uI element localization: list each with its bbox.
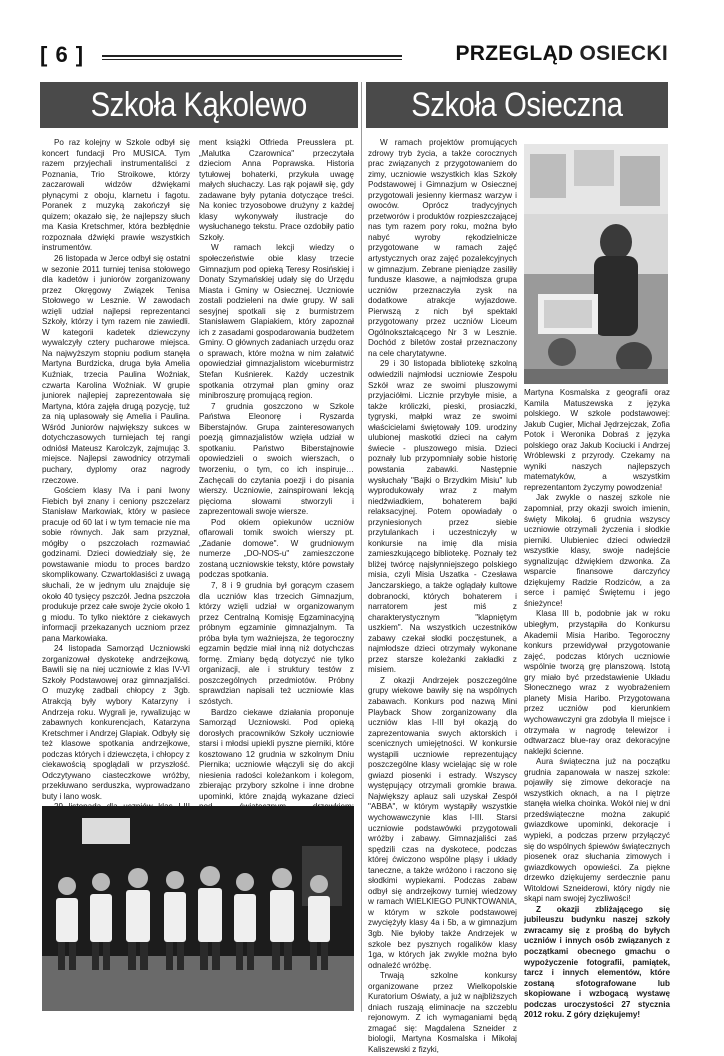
paragraph: Po raz kolejny w Szkole odbył się koncert fundacji Pro MUSICA. Tym razem przyjechali instrumentaliści z Poznania, Trio Stroikowe, którzy zaczarowali widzów dźwiękami płynącymi z oboju, klarnetu i fagotu. Poranek z muzyką zakończył się quizem; okazało się, że najlepszy słuch ma Kasia Kretschmer, która bezbłędnie rozpoznała dźwięki prawie wszystkich instrumentów.	[42, 138, 190, 253]
paragraph: Trwają szkolne konkursy organizowane przez Wielkopolskie Kuratorium Oświaty, a już w najbliższych dniach ruszają eliminacje na szczeblu rejonowym. Z ich wymaganiami będą zmagać się: Magdalena Szneider z biologii, Martyna Kosmalska i Mikołaj Kaliszewski z fizyki,	[368, 971, 517, 1055]
magazine-title	[456, 42, 669, 66]
paragraph: 26 listopada w Jerce odbył się ostatni w sezonie 2011 turniej tenisa stołowego dla kadetów i juniorów zorganizowany przez Okręgowy Związek Tenisa Stołowego w Lesznie. W zawodach wzięli udział najlepsi reprezentanci Szkoły, którzy i tym razem nie zawiedli. W kategorii kadetek dziewczyny wywalczyły cztery pucharowe miejsca. Na najwyższym stopniu podium stanęła Martyna Burdzicka, druga była Amelia Kuźniak, trzecia Paulina Woźniak, czwarta Karolina Woźniak. W grupie juniorek najlepiej zaprezentowała się Martyna, która zajęła drugą pozycję, tuż za nią uplasowały się Amelia i Paulina. Wśród Juniorów największy sukces w dotychczasowych turniejach tej rangi odniósł Mateusz Karolczyk, zajmując 3. miejsce. Najlepsi zawodnicy otrzymali puchary, dyplomy oraz nagrody rzeczowe.	[42, 254, 190, 485]
paragraph: Aura świąteczna już na początku grudnia zapanowała w naszej szkole: pojawiły się zimowe dekoracje na wszystkich oknach, a na I piętrze stanęła wielka choinka. Wokół niej w dni przedświąteczne można zakupić gwiazdkowe upominki, dekoracje i wypieki, a podczas przerw przyłączyć się do wspólnych śpiewów świątecznych piosenek oraz słuchania zimowych i gwiazdkowych opowieści. Za piękne drzewko dziękujemy serdecznie panu Witoldowi Szneiderowi, który nigdy nie skąpi nam swojej życzliwości!	[524, 757, 670, 904]
paragraph: Z okazji Andrzejek poszczególne grupy wiekowe bawiły się na wspólnych zabawach. Konkurs pod nazwą Mini Playback Show zorganizowany dla uczniów klas I-III był okazją do zaprezentowania swych aktorskich i scenicznych umiejętności. W konkursie wystąpili uczniowie reprezentujący poszczególne klasy wcielając się w role gwiazd piosenki i estrady. Wszyscy występujący otrzymali gromkie brawa. Największy aplauz sali uzyskał Zespół "ABBA", w którym wystąpiły wszystkie wychowawczynie klas I-III. Starsi uczniowie podstawówki przygotowali wróżby i zabawy. Gimnazjaliści zaś spędzili czas na dyskotece, podczas której ćwiczono wspólne pląsy i układy taneczne, a także wróżono i raczono się słodkimi wypiekami. Podczas zabaw odbył się andrzejkowy turniej wiedzowy w ramach WIELKIEGO PUNKTOWANIA, w którym w szkole podstawowej zwyciężyły klasy 4a i 5b, a w gimnazjum 3gb. Nie byłoby także Andrzejek w szkole bez pysznych rogalików klasy 1ga, w których jak zwykle można było odnaleźć wróżbę.	[368, 675, 517, 970]
paragraph: 7 grudnia goszczono w Szkole Państwa Eleonorę i Ryszarda Biberstajnów. Grupa zainteresowanych poezją gimnazjalistów wzięła udział w spotkaniu. Państwo Biberstajnowie opowiedzieli o swoich wierszach, o tworzeniu, o tym, co ich inspiruje… Zachęcali do czytania poezji i do pisania wierszy. Uczniowie, zainspirowani lekcją pięcioma słowami stworzyli i zaprezentowali swoje wiersze.	[199, 401, 354, 517]
article-column-2	[199, 138, 354, 834]
closing-appeal: Z okazji zbliżającego się jubileuszu budynku naszej szkoły zwracamy się z prośbą do byłych uczniów i innych osób związanych z początkami obecnego gmachu o wypożyczenie fotografii, pamiątek, tarcz i innych elementów, które zostaną sfotografowane lub skopiowane i wzbogacą wystawę podczas uroczystości 27 stycznia 2012 roku. Z góry dziękujemy!	[524, 904, 670, 1020]
paragraph: W ramach projektów promujących zdrowy tryb życia, a także corocznych prac związanych z przygotowaniem do zimy, uczniowie wszystkich klas Szkoły Podstawowej i Gimnazjum w Osiecznej przygotowali jesienny kiermasz warzyw i owoców. Oprócz tradycyjnych przetworów i produktów rozpieszczającej nas tym razem pory roku, można było nabyć wyroby rękodzielnicze przygotowane w ramach zajęć artystycznych oraz zajęć pozalekcyjnych w gimnazjum. Zebrane pieniądze zasiliły fundusze klasowe, a najmłodsza grupa uczniów przeznaczyła zysk na dodatkowe atrakcje wyjazdowe. Pierwszą z nich był spektakl przygotowany przez uczniów Liceum Ogólnokształcącego Nr 3 w Lesznie. Dochód z biletów został przeznaczony na cele charytatywne.	[368, 138, 517, 358]
paragraph: ment książki Otfrieda Preusslera pt. „Malutka Czarownica" przeczytała dzieciom Anna Poprawska. Historia tytułowej bohaterki, przykuła uwagę małych słuchaczy. Las rąk pojawił się, gdy zadawane były pytania dotyczące treści. Na koniec trzyosobowe drużyny z każdej klasy wykonywały ilustracje do wysłuchanego tekstu. Prace ozdobiły patio Szkoły.	[199, 138, 354, 242]
column-divider	[361, 82, 362, 1012]
paragraph: Bardzo ciekawe działania proponuje Samorząd Uczniowski. Pod opieką dorosłych pracowników Szkoły uczniowie starsi i młodsi upiekli pyszne pierniki, które kosztowano 12 grudnia w szkolnym Dniu Piernika; uczniowie włączyli się do akcji niesienia radości koleżankom i kolegom, zbierając przybory szkolne i inne drobne upominki, które znajdą wykazane dzieci	[199, 707, 354, 801]
paragraph: Jak zwykle o naszej szkole nie zapomniał, przy okazji swoich imienin, święty Mikołaj. 6 grudnia wszyscy uczniowie otrzymali życzenia i słodkie pierniki. Ulubieniec dzieci odwiedził wszystkie klasy, swoje nadejście sygnalizując dźwiękiem dzwonka. Za wsparcie finansowe darczyńcy dziękujemy Radzie Rodziców, a za serce i pamięć Świętemu i jego śnieżynce!	[524, 493, 670, 608]
paragraph: 24 listopada Samorząd Uczniowski zorganizował dyskotekę andrzejkową. Bawili się na niej uczniowie z klas IV-VI Szkoły Podstawowej oraz gimnazjaliści. O muzykę zadbali chłopcy z 3gb. Atrakcją były wybory Katarzyny i Andrzeja roku. Wygrali je, rywalizując w zabawnych konkurencjach, Katarzyna Kretschmer i Andrzej Glapiak. Odbyły się też klasowe spotkania andrzejkowe, podczas których i dziewczęta, i chłopcy z ciekawością spoglądali w przyszłość. Odczytywano ciasteczkowe wróżby, przekłuwano serduszka, wyprowadzano buty i lano wosk.	[42, 644, 190, 801]
section-title-osieczna: Szkoła Osieczna	[366, 82, 668, 128]
paragraph: W ramach lekcji wiedzy o społeczeństwie obie klasy trzecie Gimnazjum pod opieką Teresy Rosińskiej i Donaty Szymańskiej udały się do Urzędu Miasta i Gminy w Osiecznej. Uczniowie zostali podzieleni na dwie grupy. W sali sesyjnej spotkali się z burmistrzem Stanisławem Glapiakiem, który zapoznał ich z zasadami gospodarowania budżetem Gminy. O głównych zadaniach urzędu oraz o sprawach, które można w nim załatwić opowiedział gimnazjalistom wiceburmistrz Stefan Kuśnierek. Każdy uczestnik spotkania otrzymał plan gminy oraz minibroszurę promującą region.	[199, 243, 354, 401]
photo-classroom-image	[524, 144, 668, 384]
paragraph: Martyna Kosmalska z geografii oraz Kamila Matuszewska z języka polskiego. W szkole podstawowej: Jakub Cugier, Michał Jędrzejczak, Zofia Potok i Weronika Dobraś z języka polskiego oraz Jakub Kociucki i Andrzej Wróblewski z przyrody. Czekamy na wyniki naszych najlepszych matematyków, a wszystkim reprezentantom życzymy powodzenia!	[524, 388, 670, 492]
section-title-kakolewo: Szkoła Kąkolewo	[40, 82, 358, 128]
magazine-title-word1: PRZEGLĄD	[455, 42, 574, 65]
magazine-title-word2: OSIECKI	[579, 42, 668, 65]
page-number: [ 6 ]	[40, 42, 85, 67]
paragraph: Klasa III b, podobnie jak w roku ubiegłym, przystąpiła do Konkursu Akademii Misia Haribo. Tegoroczny konkurs przewidywał przygotowanie zajęć, podczas których uczniowie wspólnie tworzą grę planszową. Istotą gry miało być przedstawienie Układu Słonecznego wraz z wyobrażeniem planety Misia Haribo. Przygotowana przez uczniów pod kierunkiem wychowawczyni gra zdobyła II miejsce i otrzymała w nagrodę telewizor i odtwarzacz blue-ray oraz dekoracyjne naklejki ścienne.	[524, 609, 670, 756]
article-column-4	[524, 388, 670, 1021]
page-header	[40, 42, 668, 70]
photo-classroom	[524, 144, 668, 384]
photo-students-stage-image	[42, 806, 354, 1011]
article-column-1	[42, 138, 190, 845]
article-column-3	[368, 138, 517, 1056]
header-rule-thin	[102, 59, 402, 60]
photo-students-stage	[42, 806, 354, 1011]
paragraph: Gościem klasy IVa i pani Iwony Fiebich był znany i ceniony pszczelarz Stanisław Markowiak, który w pasiece pracuje od 60 lat i w tym temacie nie ma sobie równych. Jak sam przyznał, mógłby o pszczołach rozmawiać godzinami. Dzieci dowiedziały się, że powstawanie miodu to proces bardzo skomplikowany. Czwartoklasiści z uwagą słuchali, że w jednym ulu znajduje się około 40 tysięcy pszczół. Jedna pszczoła produkuje przez całe swoje życie około 1 g miodu. To tylko niektóre z ciekawych informacji przekazanych uczniom przez pana Markowiaka.	[42, 486, 190, 643]
paragraph: 29 i 30 listopada bibliotekę szkolną odwiedzili najmłodsi uczniowie Zespołu Szkół wraz ze swoimi pluszowymi przyjaciółmi. Licznie przybyłe misie, a także króliczki, pieski, prosiaczki, tygryski, małpki wraz ze swoimi właścicielami świętowały 109. urodziny ulubionej maskotki dzieci na całym świecie - pluszowego misia. Dzieci poznały lub przypomniały sobie historię powstania zabawki. Następnie wysłuchały "Bajki o Brzydkim Misiu" lub wyprodukowały wraz z małym niedźwiadkiem, bohaterem bajki relaksacyjnej. Potem opowiadały o przyniesionych przez siebie przytulankach i uczestniczyły w konkursie na imię dla misia zamieszkującego bibliotekę. Poznały też bliżej twórcę najsłynniejszego polskiego misia, czyli Misia Uszatka - Czesława Janczarskiego, a także oglądały kultowe dobranocki, których bohaterem i narratorem jest miś z charakterystycznym "klapniętym uszkiem". Na wszystkich uczestników zabawy czekał słodki poczęstunek, a najmłodsze dzieci otrzymały wykonane przez starsze koleżanki zakładki z misiem.	[368, 359, 517, 675]
paragraph: Pod okiem opiekunów uczniów oflarowali tomik swoich wierszy pt. „Zadanie domowe". W grudniowym numerze „DO-NOS-u" zamieszczone zostaną uczniowskie teksty, które powstały podczas spotkania.	[199, 517, 354, 580]
paragraph: 7, 8 i 9 grudnia był gorącym czasem dla uczniów klas trzecich Gimnazjum, którzy wzięli udział w organizowanym przez Centralną Komisję Egzaminacyjną próbnym egzaminie gimnazjalnym. Ta próba była tym ważniejsza, że tegoroczny egzamin będzie miał inną niż dotychczas formę. Zmiany będą dotyczyć nie tylko organizacji, ale i struktury testów z poszczególnych przedmiotów. Próbny sprawdzian napisali też uczniowie klas szóstych.	[199, 580, 354, 706]
header-rule	[102, 55, 402, 57]
